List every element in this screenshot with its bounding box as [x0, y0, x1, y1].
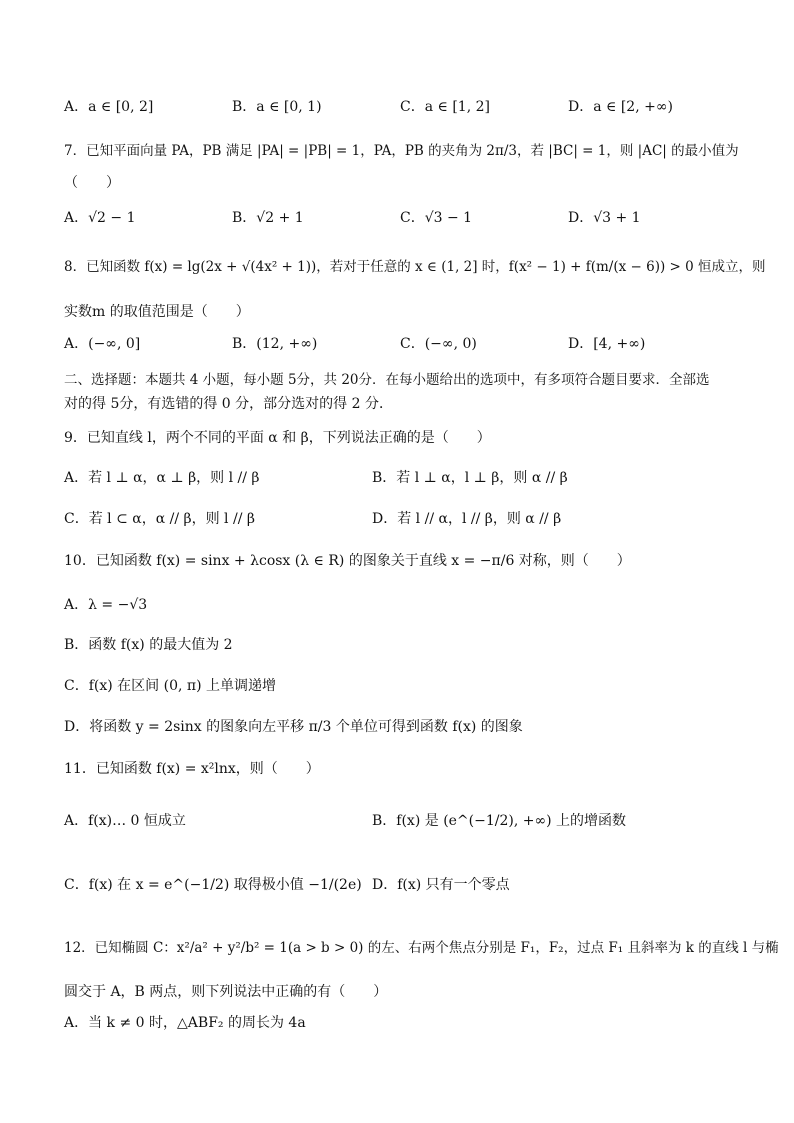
q12-stem-continued: 圆交于 A，B 两点，则下列说法中正确的有（ ） [64, 984, 388, 1000]
q6-option-d: D．a ∈ [2, +∞) [568, 99, 673, 115]
q6-option-a: A．a ∈ [0, 2] [64, 99, 154, 115]
q11-option-d: D．f(x) 只有一个零点 [372, 877, 510, 893]
q11-option-a: A．f(x)… 0 恒成立 [64, 813, 186, 829]
q8-option-b: B．(12, +∞) [232, 336, 318, 352]
q8-stem: 8．已知函数 f(x) = lg(2x + √(4x² + 1))，若对于任意的 x ∈ (1, 2] 时，f(x² − 1) + f(m/(x − 6)) > 0 恒成立，则 [64, 259, 766, 275]
q7-bracket: （ ） [64, 175, 120, 191]
q10-stem: 10．已知函数 f(x) = sinx + λcosx (λ ∈ R) 的图象关于直线 x = −π/6 对称，则（ ） [64, 553, 631, 569]
q12-stem: 12．已知椭圆 C：x²/a² + y²/b² = 1(a > b > 0) 的左、右两个焦点分别是 F₁，F₂，过点 F₁ 且斜率为 k 的直线 l 与椭 [64, 940, 779, 956]
q10-option-a: A．λ = −√3 [64, 597, 148, 613]
q12-option-a: A．当 k ≠ 0 时，△ABF₂ 的周长为 4a [64, 1015, 306, 1031]
q9-option-c: C．若 l ⊂ α，α // β，则 l // β [64, 511, 255, 527]
q9-option-a: A．若 l ⊥ α，α ⊥ β，则 l // β [64, 470, 260, 486]
q10-option-d: D．将函数 y = 2sinx 的图象向左平移 π/3 个单位可得到函数 f(x) 的图象 [64, 719, 523, 735]
q7-option-a: A．√2 − 1 [64, 210, 136, 226]
q9-option-d: D．若 l // α，l // β，则 α // β [372, 511, 562, 527]
section2-instructions-line1: 二、选择题：本题共 4 小题，每小题 5分，共 20分．在每小题给出的选项中，有多项符合题目要求．全部选 [64, 372, 710, 388]
q9-option-b: B．若 l ⊥ α，l ⊥ β，则 α // β [372, 470, 568, 486]
q8-option-a: A．(−∞, 0] [64, 336, 141, 352]
q10-option-b: B．函数 f(x) 的最大值为 2 [64, 637, 233, 653]
q11-stem: 11．已知函数 f(x) = x²lnx，则（ ） [64, 761, 320, 777]
q8-stem-continued: 实数m 的取值范围是（ ） [64, 304, 250, 320]
q6-option-b: B．a ∈ [0, 1) [232, 99, 322, 115]
q7-stem: 7．已知平面向量 PA，PB 满足 |PA| = |PB| = 1，PA，PB 的夹角为 2π/3，若 |BC| = 1，则 |AC| 的最小值为 [64, 143, 739, 159]
q10-option-c: C．f(x) 在区间 (0, π) 上单调递增 [64, 678, 276, 694]
q7-option-d: D．√3 + 1 [568, 210, 641, 226]
q11-option-b: B．f(x) 是 (e^(−1/2), +∞) 上的增函数 [372, 813, 627, 829]
q6-option-c: C．a ∈ [1, 2] [400, 99, 490, 115]
q7-option-b: B．√2 + 1 [232, 210, 304, 226]
section2-instructions-line2: 对的得 5分，有选错的得 0 分，部分选对的得 2 分． [64, 396, 393, 412]
q8-option-d: D．[4, +∞) [568, 336, 646, 352]
q9-stem: 9．已知直线 l，两个不同的平面 α 和 β，下列说法正确的是（ ） [64, 430, 491, 446]
q11-option-c: C．f(x) 在 x = e^(−1/2) 取得极小值 −1/(2e) [64, 877, 362, 893]
q7-option-c: C．√3 − 1 [400, 210, 473, 226]
q8-option-c: C．(−∞, 0) [400, 336, 477, 352]
